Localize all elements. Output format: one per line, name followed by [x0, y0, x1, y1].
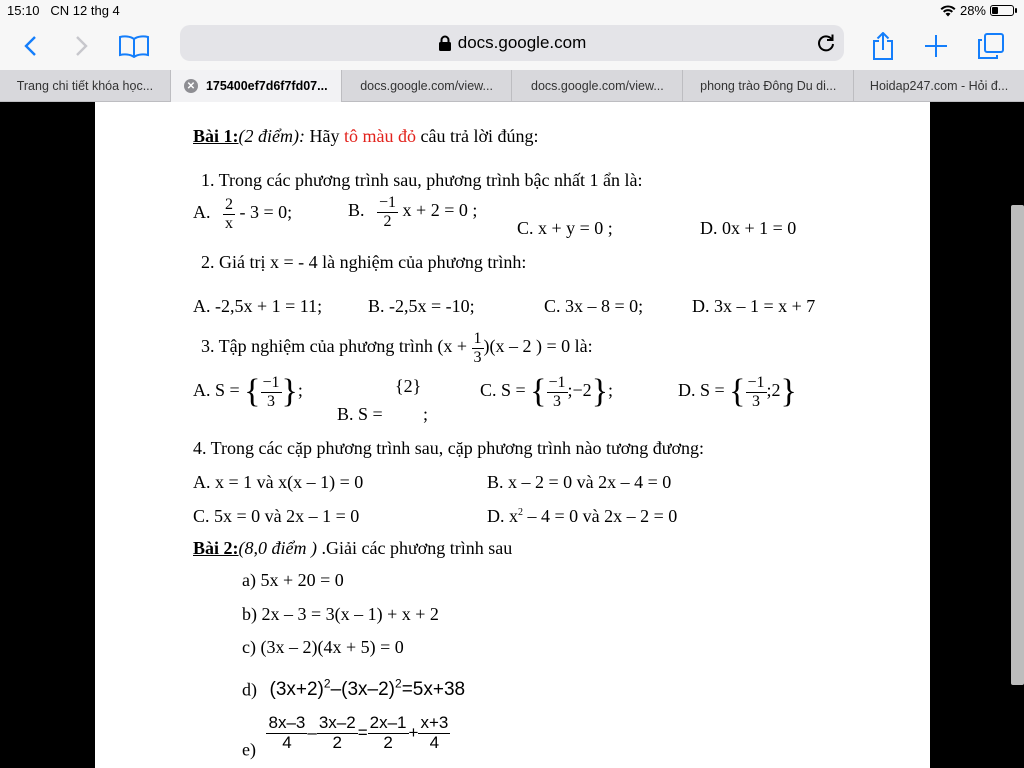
- q3-option-d: [678, 374, 797, 410]
- q2-option-c: C. 3x – 8 = 0;: [544, 296, 644, 316]
- frac-den: 4: [429, 732, 440, 752]
- q2-option-a: A. -2,5x + 1 = 11;: [193, 296, 323, 316]
- date-text: CN 12 thg 4: [50, 3, 120, 18]
- brace-close: }: [780, 373, 797, 411]
- frac-num: 8x–3: [268, 713, 306, 732]
- frac-den: 2: [383, 212, 392, 230]
- tab-label: phong trào Đông Du di...: [700, 79, 837, 93]
- q3-c-rest: ;−2: [567, 380, 592, 401]
- bai2-rest: .Giải các phương trình sau: [317, 538, 513, 558]
- url-text: docs.google.com: [457, 33, 587, 52]
- frac-num: 1: [473, 330, 482, 347]
- bai1-title: Bài 1:: [193, 126, 239, 146]
- semicolon: ;: [608, 380, 614, 401]
- close-tab-icon[interactable]: ✕: [184, 79, 198, 93]
- battery-icon: [990, 5, 1014, 16]
- frac-num: −1: [379, 194, 397, 211]
- tab-label: 175400ef7d6f7fd07...: [205, 79, 328, 93]
- status-bar: [0, 0, 1024, 22]
- status-time: [7, 3, 120, 18]
- q3-d-frac: [746, 374, 767, 410]
- tab-5[interactable]: [683, 70, 854, 102]
- status-right: [940, 3, 1014, 18]
- frac-num: −1: [548, 374, 566, 391]
- item-d-equation: [270, 679, 466, 700]
- brace-open: {: [244, 373, 261, 411]
- q1-option-b: [348, 194, 477, 230]
- bai2-heading: [193, 538, 512, 559]
- q3-frac: [472, 330, 484, 366]
- bai1-points: (2 điểm):: [238, 126, 305, 146]
- frac-den: 3: [267, 392, 276, 410]
- tab-label: docs.google.com/view...: [531, 79, 664, 93]
- q3-option-b: B. S =: [337, 404, 383, 424]
- tabs-overview-button[interactable]: [973, 28, 1009, 64]
- item-a: a) 5x + 20 = 0: [242, 570, 344, 590]
- d-eq-part1: (3x+2): [269, 679, 324, 701]
- brace-open: {: [729, 373, 746, 411]
- lock-icon: [438, 35, 452, 51]
- q2-option-d: D. 3x – 1 = x + 7: [692, 296, 816, 316]
- share-button[interactable]: [865, 28, 901, 64]
- q4-d-sup: 2: [518, 507, 523, 518]
- time-text: 15:10: [7, 3, 40, 18]
- battery-fill: [992, 7, 998, 14]
- q4-option-c: C. 5x = 0 và 2x – 1 = 0: [193, 506, 360, 526]
- q4-d-post: – 4 = 0 và 2x – 2 = 0: [523, 506, 678, 526]
- page-scrollbar[interactable]: [1011, 205, 1024, 685]
- bai2-title: Bài 2:: [193, 538, 239, 558]
- e-op2: =: [357, 722, 368, 742]
- frac-num: 2x–1: [369, 713, 407, 732]
- q3-c-label: C. S =: [480, 380, 526, 401]
- tab-1[interactable]: [0, 70, 171, 102]
- plus-icon: [924, 34, 948, 58]
- tab-label: Hoidap247.com - Hỏi đ...: [869, 79, 1009, 93]
- e-frac4: [418, 714, 450, 752]
- d-sup1: 2: [323, 677, 331, 691]
- brace-close: }: [591, 373, 609, 411]
- e-frac1: [266, 714, 307, 752]
- q1-a-rest: - 3 = 0;: [235, 202, 293, 223]
- tab-label: Trang chi tiết khóa học...: [16, 79, 154, 93]
- reload-icon[interactable]: [816, 33, 836, 53]
- frac-den: 2: [383, 732, 393, 752]
- q1-question: 1. Trong các phương trình sau, phương trình bậc nhất 1 ẩn là:: [201, 170, 643, 190]
- bai1-pre: Hãy: [305, 126, 344, 146]
- bookmarks-button[interactable]: [116, 28, 152, 64]
- chevron-right-icon: [75, 35, 89, 57]
- item-c: c) (3x – 2)(4x + 5) = 0: [242, 637, 404, 657]
- tab-2-active[interactable]: [171, 70, 342, 102]
- q2-option-b: B. -2,5x = -10;: [368, 296, 475, 316]
- tab-label: docs.google.com/view...: [360, 79, 493, 93]
- frac-den: x: [225, 214, 233, 232]
- frac-num: 2: [225, 196, 233, 213]
- q4-question: 4. Trong các cặp phương trình sau, cặp phương trình nào tương đương:: [193, 438, 705, 458]
- battery-percent: 28%: [959, 3, 986, 18]
- item-d: [242, 677, 465, 701]
- back-button[interactable]: [12, 28, 48, 64]
- q3-b-semicolon: ;: [423, 404, 429, 424]
- item-d-label: d): [242, 679, 257, 700]
- d-sup2: 2: [395, 677, 402, 691]
- q1-option-d: D. 0x + 1 = 0: [700, 218, 797, 238]
- frac-num: −1: [747, 374, 765, 391]
- q3-pre: 3. Tập nghiệm của phương trình (x +: [201, 336, 472, 357]
- q1-a-frac: [223, 196, 235, 232]
- q1-a-label: A.: [193, 202, 211, 223]
- q4-option-b: B. x – 2 = 0 và 2x – 4 = 0: [487, 472, 672, 492]
- semicolon: ;: [297, 380, 303, 401]
- q2-question: 2. Giá trị x = - 4 là nghiệm của phương trình:: [201, 252, 527, 272]
- forward-button[interactable]: [64, 28, 100, 64]
- bai1-heading: [193, 126, 538, 147]
- q1-b-frac: [377, 194, 398, 230]
- item-e-equation: [266, 713, 450, 752]
- q1-option-c: C. x + y = 0 ;: [517, 218, 613, 238]
- q1-b-label: B.: [348, 200, 365, 221]
- q3-a-label: A. S =: [193, 380, 240, 401]
- q3-d-rest: ;2: [766, 380, 781, 401]
- e-frac2: [317, 714, 358, 752]
- q3-b-set: {2}: [395, 376, 422, 396]
- frac-num: x+3: [420, 713, 449, 732]
- e-frac3: [368, 714, 409, 752]
- browser-toolbar: [0, 22, 1024, 70]
- brace-open: {: [530, 373, 547, 411]
- q4-option-a: A. x = 1 và x(x – 1) = 0: [193, 472, 364, 492]
- q3-a-frac: [261, 374, 282, 410]
- q1-option-a: [193, 196, 292, 232]
- e-op3: +: [408, 722, 419, 742]
- frac-num: 3x–2: [318, 713, 356, 732]
- e-op1: –: [307, 722, 317, 742]
- document-page: [95, 102, 930, 768]
- frac-den: 2: [332, 732, 342, 752]
- frac-den: 3: [752, 392, 761, 410]
- q1-b-rest: x + 2 = 0 ;: [398, 200, 478, 221]
- tab-bar: [0, 70, 1024, 102]
- bai2-points: (8,0 điểm ): [238, 538, 317, 558]
- q3-c-frac: [547, 374, 568, 410]
- bai1-red: tô màu đỏ: [344, 126, 416, 146]
- tab-6[interactable]: [854, 70, 1024, 102]
- d-eq-part2: –(3x–2): [330, 679, 395, 701]
- new-tab-button[interactable]: [918, 28, 954, 64]
- frac-den: 3: [473, 348, 482, 366]
- q3-d-label: D. S =: [678, 380, 725, 401]
- brace-close: }: [281, 373, 298, 411]
- bai1-post: câu trả lời đúng:: [416, 126, 539, 146]
- wifi-icon: [940, 5, 956, 17]
- item-b: b) 2x – 3 = 3(x – 1) + x + 2: [242, 604, 439, 624]
- q4-d-pre: D. x: [487, 506, 518, 526]
- q3-question: [201, 330, 593, 366]
- q4-option-d: [487, 506, 677, 527]
- tabs-icon: [978, 33, 1004, 59]
- tab-3[interactable]: [342, 70, 513, 102]
- frac-num: −1: [262, 374, 280, 391]
- address-bar[interactable]: [180, 25, 844, 61]
- chevron-left-icon: [23, 35, 37, 57]
- item-e-label: e): [242, 739, 256, 760]
- frac-den: 4: [282, 732, 292, 752]
- share-icon: [872, 32, 894, 60]
- q3-option-a: [193, 374, 303, 410]
- d-eq-part3: =5x+38: [401, 679, 466, 701]
- item-e: [242, 714, 450, 761]
- q3-option-c: [480, 374, 613, 410]
- book-icon: [118, 34, 150, 58]
- tab-4[interactable]: [512, 70, 683, 102]
- frac-den: 3: [553, 392, 562, 410]
- q3-post: )(x – 2 ) = 0 là:: [483, 336, 593, 357]
